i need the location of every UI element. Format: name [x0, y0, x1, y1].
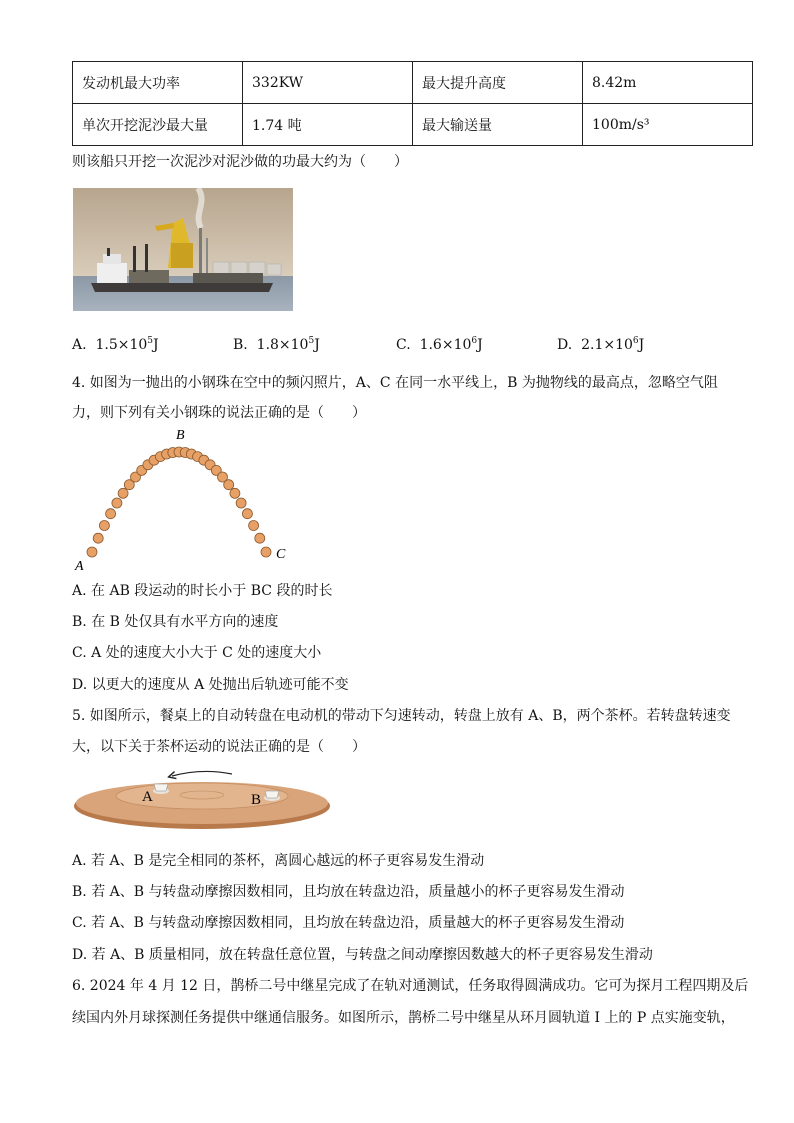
q5-stem-line2: 大，以下关于茶杯运动的说法正确的是（ ） — [72, 739, 366, 755]
cup-b-icon — [264, 791, 280, 801]
ball-icon — [118, 488, 128, 498]
q5-option-b: B. 若 A、B 与转盘动摩擦因数相同，且均放在转盘边沿，质量越小的杯子更容易发生滑动 — [72, 884, 625, 900]
q6-line2: 续国内外月球探测任务提供中继通信服务。如图所示，鹊桥二号中继星从环月圆轨道 I 上的 P 点实施变轨， — [72, 1010, 735, 1026]
rotation-arrow — [172, 771, 232, 776]
ball-icon — [255, 533, 265, 543]
projectile-figure — [72, 424, 302, 574]
option-unit: J — [638, 337, 645, 353]
q4-option-b: B. 在 B 处仅具有水平方向的速度 — [72, 614, 279, 630]
option-label: A. — [72, 337, 87, 353]
option-mantissa: 1.5×10 — [95, 337, 148, 353]
q5-option-c: C. 若 A、B 与转盘动摩擦因数相同，且均放在转盘边沿，质量越大的杯子更容易发生滑动 — [72, 915, 625, 931]
spec-table — [72, 61, 753, 146]
option-label: D. — [557, 337, 573, 353]
ball-icon — [112, 498, 122, 508]
option-unit: J — [477, 337, 483, 353]
turntable-figure — [72, 762, 334, 836]
ball-trajectory — [87, 447, 271, 557]
q4-stem-line1: 4. 如图为一抛出的小钢珠在空中的频闪照片，A、C 在同一水平线上，B 为抛物线的最高点，忽略空气阻 — [72, 375, 718, 391]
q4-option-c: C. A 处的速度大小大于 C 处的速度大小 — [72, 645, 322, 661]
table-cell: 332KW — [243, 62, 413, 104]
table-cell: 单次开挖泥沙最大量 — [73, 104, 243, 146]
q5-stem-line1: 5. 如图所示，餐桌上的自动转盘在电动机的带动下匀速转动，转盘上放有 A、B，两个茶杯。若转盘转速变 — [72, 708, 731, 724]
option-exponent: 5 — [147, 336, 154, 346]
point-a-label: A — [75, 559, 84, 574]
ball-icon — [106, 509, 116, 519]
q3-option-b — [233, 336, 320, 353]
option-label: C. — [396, 337, 411, 353]
ball-icon — [93, 533, 103, 543]
dredger-photo — [73, 188, 293, 311]
q3-option-c — [396, 336, 483, 353]
cup-a-label: A — [142, 789, 153, 805]
ball-icon — [249, 521, 259, 531]
option-exponent: 6 — [632, 336, 639, 346]
table-cell: 最大提升高度 — [413, 62, 583, 104]
ball-icon — [99, 521, 109, 531]
point-c-label: C — [276, 547, 286, 562]
table-cell: 1.74 吨 — [243, 104, 413, 146]
ball-icon — [230, 488, 240, 498]
option-exponent: 6 — [471, 336, 478, 346]
ball-icon — [224, 480, 234, 490]
option-exponent: 5 — [308, 336, 315, 346]
q5-option-a: A. 若 A、B 是完全相同的茶杯，离圆心越远的杯子更容易发生滑动 — [72, 853, 485, 869]
table-cell: 发动机最大功率 — [73, 62, 243, 104]
ball-icon — [261, 547, 271, 557]
q3-option-d — [557, 336, 644, 353]
q4-option-d: D. 以更大的速度从 A 处抛出后轨迹可能不变 — [72, 677, 349, 693]
point-b-label: B — [176, 428, 185, 443]
ball-icon — [87, 547, 97, 557]
ball-icon — [242, 509, 252, 519]
option-mantissa: 1.8×10 — [256, 337, 309, 353]
q4-stem-line2: 力，则下列有关小钢珠的说法正确的是（ ） — [72, 405, 366, 421]
ball-icon — [236, 498, 246, 508]
q3-stem: 则该船只开挖一次泥沙对泥沙做的功最大约为（ ） — [72, 154, 408, 170]
table-cell: 100m/s³ — [583, 104, 753, 146]
table-cell: 最大输送量 — [413, 104, 583, 146]
option-unit: J — [153, 337, 159, 353]
table-cell: 8.42m — [583, 62, 753, 104]
q5-option-d: D. 若 A、B 质量相同，放在转盘任意位置，与转盘之间动摩擦因数越大的杯子更容易发生滑动 — [72, 947, 653, 963]
table-row — [73, 104, 753, 146]
option-mantissa: 2.1×10 — [581, 337, 633, 353]
q3-option-a — [72, 336, 159, 353]
cup-a-icon — [153, 784, 169, 794]
q4-option-a: A. 在 AB 段运动的时长小于 BC 段的时长 — [72, 583, 333, 599]
option-unit: J — [314, 337, 320, 353]
option-mantissa: 1.6×10 — [419, 337, 472, 353]
q6-line1: 6. 2024 年 4 月 12 日，鹊桥二号中继星完成了在轨对通测试，任务取得圆满成功。它可为探月工程四期及后 — [72, 978, 749, 994]
cup-b-label: B — [251, 792, 262, 808]
option-label: B. — [233, 337, 248, 353]
table-row — [73, 62, 753, 104]
